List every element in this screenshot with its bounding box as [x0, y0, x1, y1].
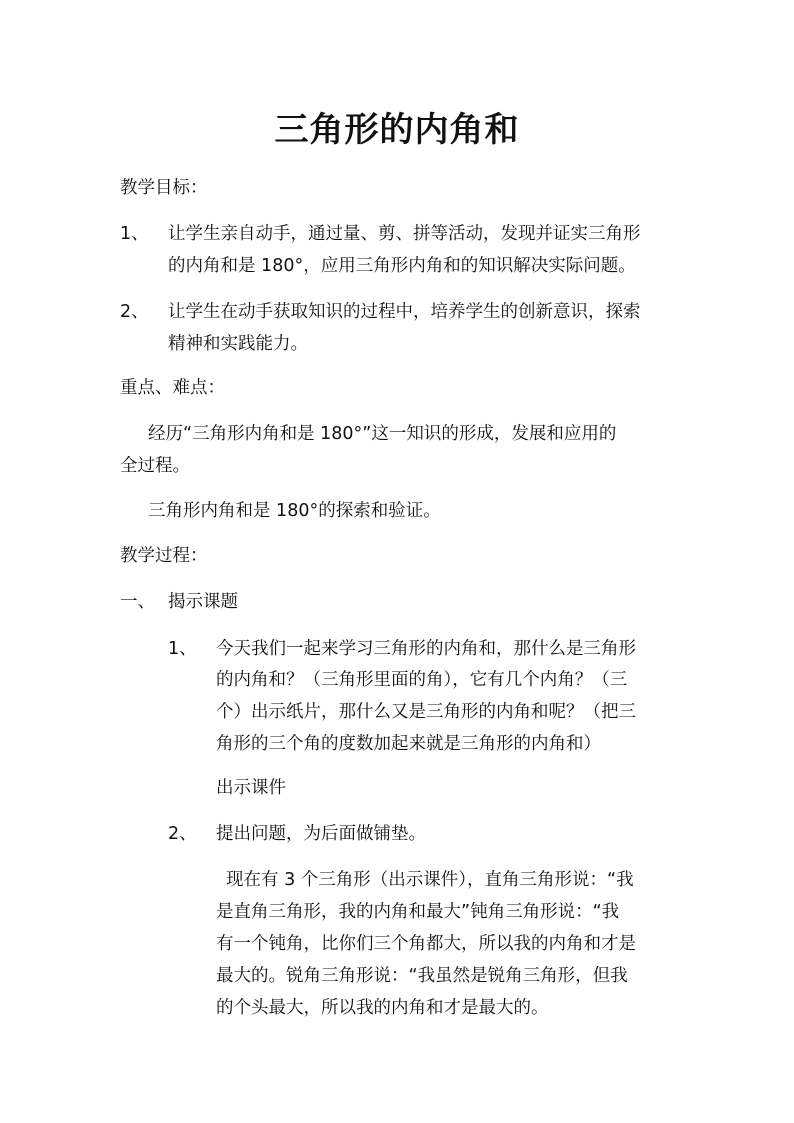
- step-2-line-5: 的个头最大，所以我的内角和才是最大的。: [216, 998, 549, 1018]
- step-2-line-1: 现在有 3 个三角形（出示课件），直角三角形说：“我: [226, 870, 634, 890]
- step-1-line-1: 今天我们一起来学习三角形的内角和，那什么是三角形: [216, 639, 636, 659]
- goal-1-line-1: 让学生亲自动手，通过量、剪、拼等活动，发现并证实三角形: [168, 224, 641, 244]
- section-1-label: 揭示课题: [168, 592, 238, 612]
- document-title: 三角形的内角和: [274, 110, 520, 150]
- step-1-note: 出示课件: [216, 778, 286, 798]
- section-1-number: 一、: [120, 592, 155, 612]
- process-heading: 教学过程：: [120, 546, 208, 566]
- step-2-line-4: 最大的。锐角三角形说：“我虽然是锐角三角形，但我: [216, 966, 628, 986]
- step-1-line-2: 的内角和？（三角形里面的角），它有几个内角？（三: [216, 670, 628, 690]
- step-1-number: 1、: [168, 639, 197, 659]
- goal-2-number: 2、: [120, 302, 149, 322]
- goal-1-number: 1、: [120, 224, 149, 244]
- step-2-line-2: 是直角三角形，我的内角和最大”钝角三角形说：“我: [216, 902, 620, 922]
- step-1-line-4: 角形的三个角的度数加起来就是三角形的内角和）: [216, 734, 601, 754]
- difficulty-line: 三角形内角和是 180°的探索和验证。: [148, 501, 441, 521]
- key-heading: 重点、难点：: [120, 378, 225, 398]
- goal-1-line-2: 的内角和是 180°，应用三角形内角和的知识解决实际问题。: [168, 256, 636, 276]
- goal-2-line-1: 让学生在动手获取知识的过程中，培养学生的创新意识，探索: [168, 302, 641, 322]
- goal-2-line-2: 精神和实践能力。: [168, 334, 308, 354]
- key-line-2: 全过程。: [120, 456, 190, 476]
- step-1-line-3: 个）出示纸片，那什么又是三角形的内角和呢？（把三: [216, 702, 636, 722]
- key-line-1: 经历“三角形内角和是 180°”这一知识的形成，发展和应用的: [148, 424, 617, 444]
- goals-heading: 教学目标：: [120, 178, 208, 198]
- step-2-line-3: 有一个钝角，比你们三个角都大，所以我的内角和才是: [216, 934, 636, 954]
- step-2-heading: 提出问题，为后面做铺垫。: [216, 824, 426, 844]
- step-2-number: 2、: [168, 824, 197, 844]
